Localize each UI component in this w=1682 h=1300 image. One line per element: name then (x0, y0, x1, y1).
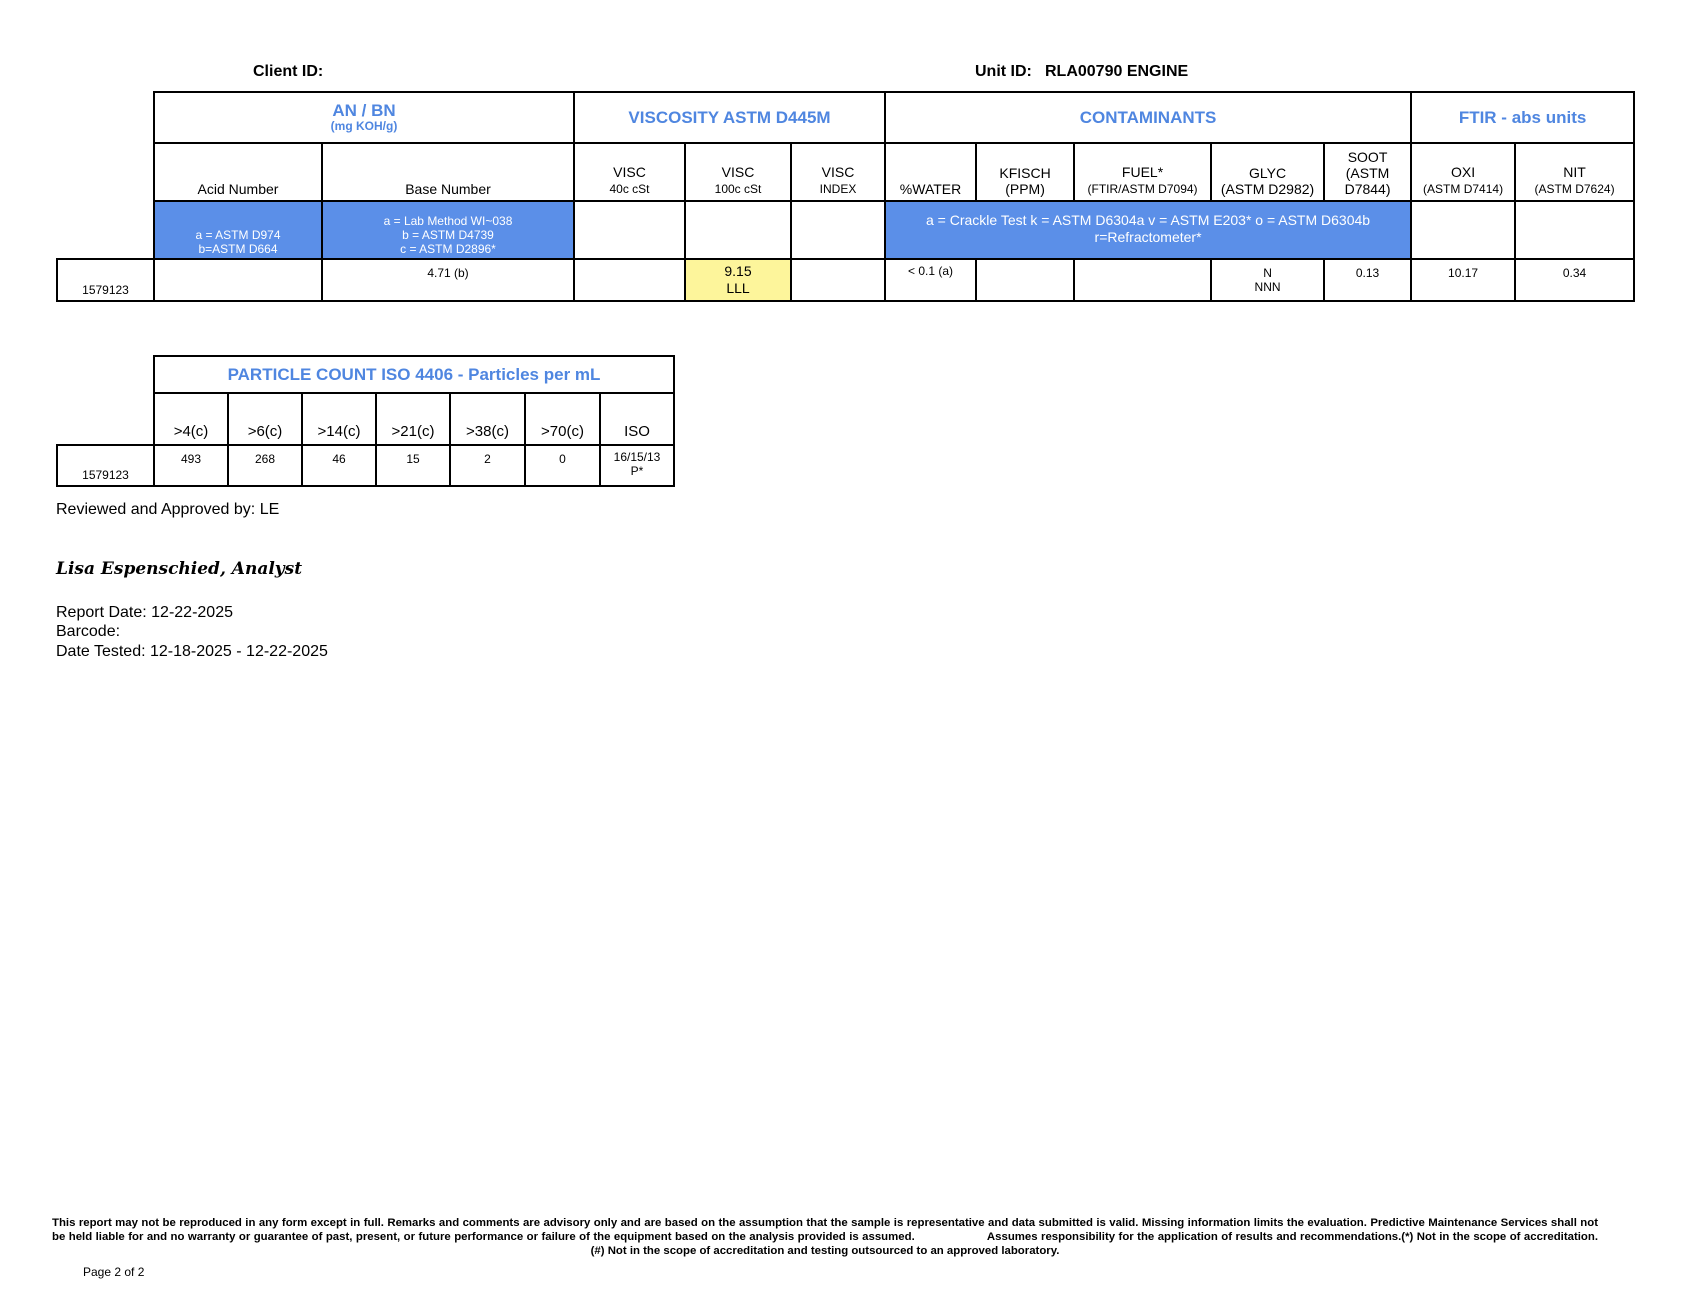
visc40-value (574, 259, 685, 301)
water-header: %WATER (885, 143, 976, 201)
pc-col-70: >70(c) (525, 393, 600, 445)
pc-sample-id: 1579123 (57, 445, 154, 486)
barcode: Barcode: (56, 623, 121, 640)
particle-count-table (56, 355, 675, 487)
analyst-signature: Lisa Espenschied, Analyst (56, 559, 303, 579)
an-method-cell: a = ASTM D974 b=ASTM D664 (154, 201, 322, 259)
pc-value-14: 46 (302, 445, 376, 486)
ftir-group-header: FTIR - abs units (1411, 92, 1634, 143)
method-row (57, 201, 1634, 259)
pc-value-6: 268 (228, 445, 302, 486)
oxi-value: 10.17 (1411, 259, 1515, 301)
base-number-value: 4.71 (b) (322, 259, 574, 301)
glyc-header: GLYC (ASTM D2982) (1211, 143, 1324, 201)
visc-index-value (791, 259, 885, 301)
fuel-value (1074, 259, 1211, 301)
approved-by: Reviewed and Approved by: LE (56, 501, 280, 518)
visc-index-header: VISC INDEX (791, 143, 885, 201)
pc-col-4: >4(c) (154, 393, 228, 445)
pc-col-14: >14(c) (302, 393, 376, 445)
base-number-header: Base Number (322, 143, 574, 201)
report-date: Report Date: 12-22-2025 (56, 604, 233, 621)
particle-count-title: PARTICLE COUNT ISO 4406 - Particles per mL (154, 356, 674, 393)
pc-col-6: >6(c) (228, 393, 302, 445)
contaminants-group-header: CONTAMINANTS (885, 92, 1411, 143)
visc100-value: 9.15 LLL (685, 259, 791, 301)
date-tested: Date Tested: 12-18-2025 - 12-22-2025 (56, 643, 328, 660)
visc40-header: VISC 40c cSt (574, 143, 685, 201)
acid-number-header: Acid Number (154, 143, 322, 201)
soot-value: 0.13 (1324, 259, 1411, 301)
nit-header: NIT (ASTM D7624) (1515, 143, 1634, 201)
pc-col-38: >38(c) (450, 393, 525, 445)
soot-header: SOOT (ASTM D7844) (1324, 143, 1411, 201)
pc-value-70: 0 (525, 445, 600, 486)
client-id-label: Client ID: (253, 63, 324, 80)
pc-value-4: 493 (154, 445, 228, 486)
pc-col-iso: ISO (600, 393, 674, 445)
page-number: Page 2 of 2 (83, 1265, 145, 1279)
pc-value-38: 2 (450, 445, 525, 486)
visc100-header: VISC 100c cSt (685, 143, 791, 201)
water-value: < 0.1 (a) (885, 259, 976, 301)
nit-value: 0.34 (1515, 259, 1634, 301)
kfisch-value (976, 259, 1074, 301)
pc-value-iso: 16/15/13 P* (600, 445, 674, 486)
disclaimer: This report may not be reproduced in any form except in full. Remarks and comments are advisory only and are based on the assumption that the sample is representative and data submitted is valid. Missing information limits the evaluation. Predictive Maintenance Services shall not be held liable for and no warranty or guarantee of past, present, or future performance or failure of the equipment based on the analysis provided is assumed. Assumes responsibility for the application of results and recommendations.(*) Not in the scope of accreditation. (#) Not in the scope of accreditation and testing outsourced to an approved laboratory. (52, 1217, 1605, 1257)
table-row (57, 445, 674, 486)
viscosity-group-header: VISCOSITY ASTM D445M (574, 92, 885, 143)
acid-number-value (154, 259, 322, 301)
column-header-row (57, 143, 1634, 201)
kfisch-header: KFISCH (PPM) (976, 143, 1074, 201)
table-row (57, 259, 1634, 301)
pc-col-21: >21(c) (376, 393, 450, 445)
unit-id-value: RLA00790 ENGINE (1045, 63, 1189, 80)
anbn-group-header: AN / BN (mg KOH/g) (154, 92, 574, 143)
main-results-table (56, 91, 1635, 302)
unit-id-label: Unit ID: (975, 63, 1032, 80)
contaminants-method-cell: a = Crackle Test k = ASTM D6304a v = ASTM E203* o = ASTM D6304b r=Refractometer* (885, 201, 1411, 259)
sample-id: 1579123 (57, 259, 154, 301)
group-header-row (57, 92, 1634, 143)
oxi-header: OXI (ASTM D7414) (1411, 143, 1515, 201)
bn-method-cell: a = Lab Method WI~038 b = ASTM D4739 c = ASTM D2896* (322, 201, 574, 259)
pc-value-21: 15 (376, 445, 450, 486)
glyc-value: N NNN (1211, 259, 1324, 301)
fuel-header: FUEL* (FTIR/ASTM D7094) (1074, 143, 1211, 201)
